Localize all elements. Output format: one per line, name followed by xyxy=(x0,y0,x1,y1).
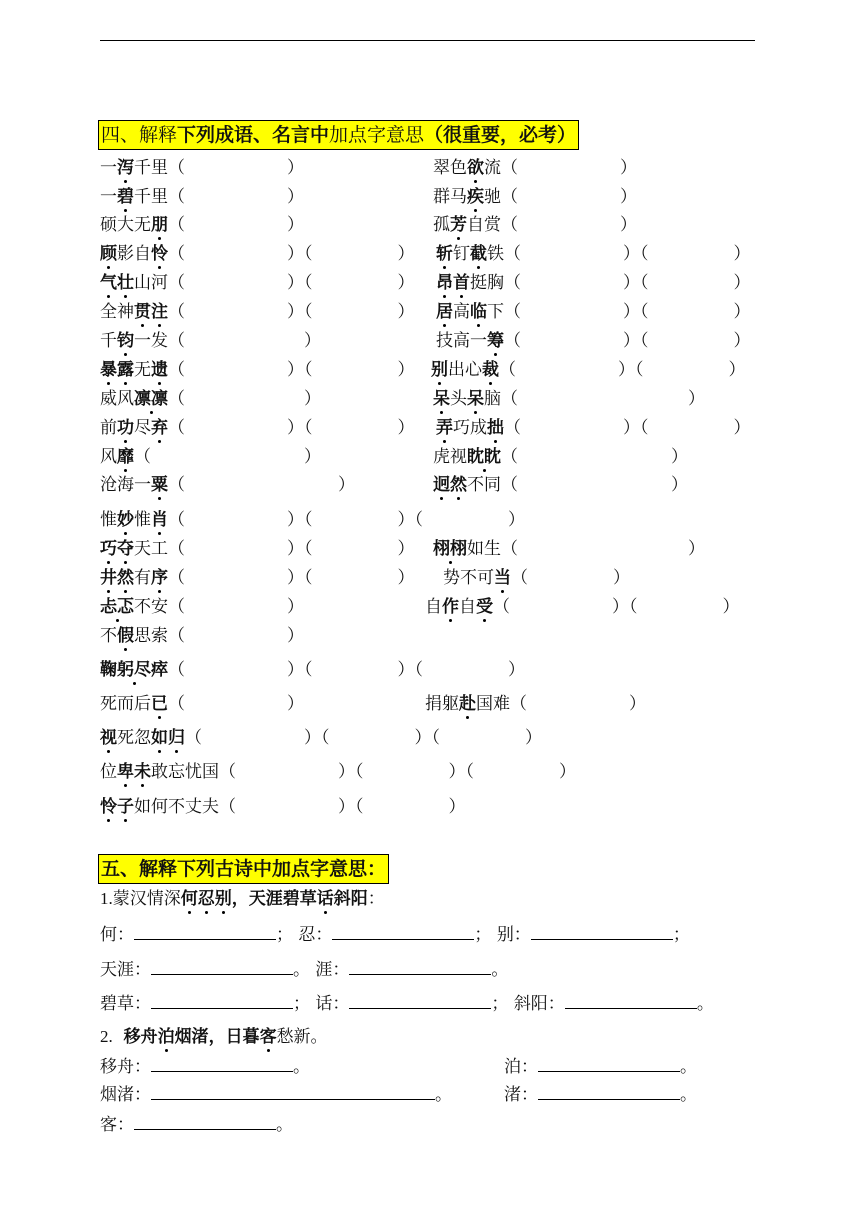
idiom-item: 孤芳自赏（ ） xyxy=(433,215,637,235)
idiom-item: 死而后已（ ） xyxy=(100,694,304,714)
idiom-item: 别出心裁（ ）（ ） xyxy=(431,360,746,380)
idiom-item: 忐忑不安（ ） xyxy=(100,597,304,617)
idiom-item: 一碧千里（ ） xyxy=(100,187,304,207)
answer-blank[interactable] xyxy=(531,923,673,940)
answer-blank[interactable] xyxy=(151,1055,293,1072)
answer-row: 碧草： ； 话： ； 斜阳： 。 xyxy=(100,994,714,1014)
answer-blank[interactable] xyxy=(151,958,293,975)
idiom-item: 弄巧成拙（ ）（ ） xyxy=(436,418,751,438)
idiom-item: 迥然不同（ ） xyxy=(433,475,688,495)
answer-blank[interactable] xyxy=(332,923,474,940)
header-rule xyxy=(100,40,755,41)
answer-blank[interactable] xyxy=(134,1113,276,1130)
answer-row: 何： ； 忍： ； 别： ； xyxy=(100,925,690,945)
idiom-item: 昂首挺胸（ ）（ ） xyxy=(436,273,751,293)
answer-blank[interactable] xyxy=(349,992,491,1009)
idiom-item: 硕大无朋（ ） xyxy=(100,215,304,235)
idiom-item: 全神贯注（ ）（ ） xyxy=(100,302,415,322)
idiom-item: 群马疾驰（ ） xyxy=(433,187,637,207)
answer-blank[interactable] xyxy=(538,1083,680,1100)
idiom-item: 不假思索（ ） xyxy=(100,626,304,646)
answer-row: 泊： 。 xyxy=(504,1057,697,1077)
idiom-item: 井然有序（ ）（ ） xyxy=(100,568,415,588)
idiom-item: 位卑未敢忘忧国（ ）（ ）（ ） xyxy=(100,762,576,782)
idiom-item: 斩钉截铁（ ）（ ） xyxy=(436,244,751,264)
answer-row: 烟渚： 。 xyxy=(100,1085,452,1105)
idiom-item: 一泻千里（ ） xyxy=(100,158,304,178)
answer-blank[interactable] xyxy=(134,923,276,940)
idiom-item: 风靡（ ） xyxy=(100,447,321,467)
answer-row: 渚： 。 xyxy=(504,1085,697,1105)
answer-blank[interactable] xyxy=(349,958,491,975)
answer-blank[interactable] xyxy=(151,992,293,1009)
answer-row: 客： 。 xyxy=(100,1115,293,1135)
idiom-item: 居高临下（ ）（ ） xyxy=(436,302,751,322)
idiom-item: 栩栩如生（ ） xyxy=(433,539,705,559)
idiom-item: 沧海一粟（ ） xyxy=(100,475,355,495)
answer-blank[interactable] xyxy=(151,1083,435,1100)
answer-blank[interactable] xyxy=(538,1055,680,1072)
idiom-item: 势不可当（ ） xyxy=(443,568,630,588)
poem-line-1: 1.蒙汉情深何忍别，天涯碧草话斜阳： xyxy=(100,889,385,909)
idiom-item: 前功尽弃（ ）（ ） xyxy=(100,418,415,438)
idiom-item: 捐躯赴国难（ ） xyxy=(425,694,646,714)
section4-heading: 四、解释下列成语、名言中加点字意思（很重要，必考） xyxy=(98,120,579,150)
idiom-item: 千钧一发（ ） xyxy=(100,331,321,351)
idiom-item: 虎视眈眈（ ） xyxy=(433,447,688,467)
idiom-item: 顾影自怜（ ）（ ） xyxy=(100,244,415,264)
answer-row: 天涯： 。 涯： 。 xyxy=(100,960,509,980)
idiom-item: 怜子如何不丈夫（ ）（ ） xyxy=(100,797,466,817)
idiom-item: 呆头呆脑（ ） xyxy=(433,389,705,409)
idiom-item: 气壮山河（ ）（ ） xyxy=(100,273,415,293)
idiom-item: 翠色欲流（ ） xyxy=(433,158,637,178)
idiom-item: 鞠躬尽瘁（ ）（ ）（ ） xyxy=(100,660,525,680)
poem-line-2: 2. 移舟泊烟渚，日暮客愁新。 xyxy=(100,1027,328,1047)
idiom-item: 视死忽如归（ ）（ ）（ ） xyxy=(100,728,542,748)
idiom-item: 威风凛凛（ ） xyxy=(100,389,321,409)
idiom-item: 暴露无遗（ ）（ ） xyxy=(100,360,415,380)
idiom-item: 巧夺天工（ ）（ ） xyxy=(100,539,415,559)
idiom-item: 惟妙惟肖（ ）（ ）（ ） xyxy=(100,510,525,530)
idiom-item: 自作自受（ ）（ ） xyxy=(425,597,740,617)
section5-heading: 五、解释下列古诗中加点字意思： xyxy=(98,854,389,884)
answer-row: 移舟： 。 xyxy=(100,1057,310,1077)
idiom-item: 技高一筹（ ）（ ） xyxy=(436,331,751,351)
answer-blank[interactable] xyxy=(565,992,697,1009)
